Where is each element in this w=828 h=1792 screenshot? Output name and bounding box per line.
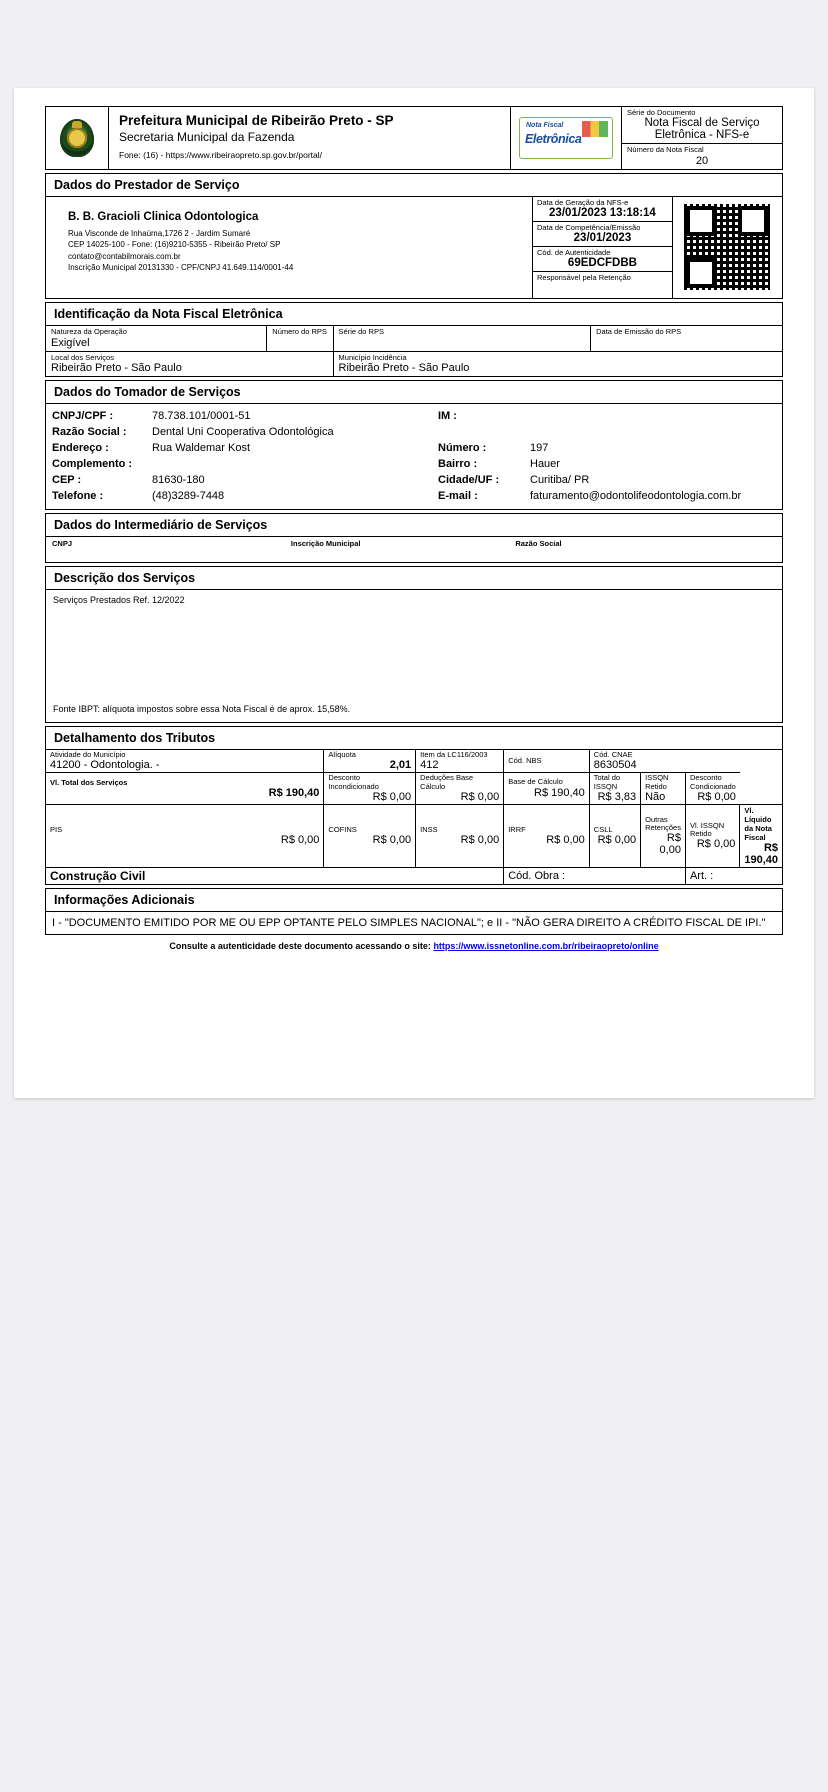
invoice-number-label: Número da Nota Fiscal (627, 145, 704, 155)
taker-complement-label: Complemento : (52, 457, 133, 470)
intermediary-title: Dados do Intermediário de Serviços (46, 514, 782, 537)
rps-number-cell (267, 326, 333, 351)
csll-label: CSLL (593, 824, 613, 834)
department-name: Secretaria Municipal da Fazenda (119, 129, 295, 144)
authenticity-code-label: Cód. de Autenticidade (537, 248, 611, 257)
cofins-cell (324, 804, 416, 867)
service-taker-details (46, 404, 782, 509)
activity-value: 41200 - Odontologia. - (50, 759, 160, 772)
taker-number-label: Número : (438, 441, 487, 454)
taker-address-label: Endereço : (52, 441, 109, 454)
nfse-logo-line2: Eletrônica (525, 131, 582, 146)
nfse-logo-swatch (582, 121, 608, 137)
lc-item-value: 412 (420, 759, 439, 772)
intermediary-registration-label: Inscrição Municipal (290, 538, 361, 548)
service-location-value: Ribeirão Preto - São Paulo (51, 361, 182, 374)
service-taker-title: Dados do Tomador de Serviços (46, 381, 782, 404)
civil-construction-cell (46, 867, 504, 884)
nbs-code-label: Cód. NBS (508, 756, 542, 765)
competence-date-value: 23/01/2023 (573, 232, 632, 244)
provider-issue-info (532, 197, 672, 299)
intermediary-section (45, 513, 783, 563)
conditional-discount-cell (685, 773, 739, 805)
operation-nature-label: Natureza da Operação (51, 327, 127, 337)
authenticity-footer-link[interactable]: https://www.issnetonline.com.br/ribeiraopreto/online (433, 941, 659, 952)
intermediary-cnpj-cell (52, 540, 291, 548)
rps-number-label: Número do RPS (272, 327, 327, 337)
lc-item-label: Item da LC116/2003 (420, 750, 488, 759)
cofins-value: R$ 0,00 (372, 833, 412, 846)
service-location-cell (46, 351, 333, 376)
pis-cell (46, 804, 324, 867)
unconditional-discount-cell (324, 773, 416, 805)
irrf-cell (504, 804, 590, 867)
document-sheet (14, 88, 814, 1098)
authenticity-code-cell (533, 246, 672, 271)
rps-series-label: Série do RPS (338, 327, 384, 337)
withholding-responsible-cell (533, 271, 672, 298)
ibpt-note: Fonte IBPT: alíquota impostos sobre essa Nota Fiscal é de aprox. 15,58%. (53, 704, 351, 714)
document-header (45, 106, 783, 170)
total-services-value: R$ 190,40 (268, 787, 320, 799)
provider-cep-phone: CEP 14025-100 - Fone: (16)9210-5355 - Ribeirão Preto/ SP (68, 240, 281, 250)
taker-phone-label: Telefone : (52, 489, 104, 502)
net-value-label: Vl. Líquido da Nota Fiscal (744, 805, 772, 842)
cofins-label: COFINS (328, 824, 357, 834)
taker-email-value: faturamento@odontolifeodontologia.com.br (530, 489, 742, 502)
operation-nature-cell (46, 326, 267, 351)
issuer-identification (109, 107, 510, 169)
taker-cnpj-value: 78.738.101/0001-51 (152, 409, 251, 422)
intermediary-company-cell (515, 540, 776, 548)
art-label: Art. : (689, 869, 714, 882)
nbs-code-cell (504, 750, 590, 773)
taker-company-value: Dental Uni Cooperativa Odontológica (152, 425, 334, 438)
intermediary-registration-cell (291, 540, 515, 548)
nfse-brand-logo (510, 107, 622, 169)
conditional-discount-label: Desconto Condicionado (689, 773, 736, 791)
provider-name: B. B. Gracioli Clinica Odontologica (68, 210, 259, 223)
taker-cep-value: 81630-180 (152, 473, 205, 486)
issqn-withheld-cell (641, 773, 686, 805)
inss-label: INSS (420, 824, 438, 834)
series-label: Série do Documento (627, 108, 696, 117)
activity-label: Atividade do Município (50, 750, 126, 759)
issqn-withheld-label: ISSQN Retido (645, 773, 669, 791)
issqn-withheld-amount-value: R$ 0,00 (696, 838, 736, 850)
authenticity-code-value: 69EDCFDBB (567, 257, 637, 270)
tax-details-title: Detalhamento dos Tributos (46, 727, 782, 750)
taker-im-label: IM : (438, 409, 457, 422)
tax-details-section (45, 726, 783, 885)
invoice-number-cell (622, 143, 782, 168)
operation-nature-value: Exigível (51, 336, 90, 349)
rps-issue-date-label: Data de Emissão do RPS (596, 327, 682, 337)
unconditional-discount-label: Desconto Incondicionado (328, 773, 379, 791)
qr-code-icon (684, 204, 770, 290)
cnae-code-value: 8630504 (593, 759, 637, 772)
service-taker-section (45, 380, 783, 510)
taker-cnpj-label: CNPJ/CPF : (52, 409, 114, 422)
irrf-label: IRRF (508, 824, 526, 834)
cnae-code-cell (589, 750, 640, 773)
art-cell (685, 867, 782, 884)
issqn-withheld-value: Não (645, 790, 666, 803)
unconditional-discount-value: R$ 0,00 (372, 790, 412, 803)
nfse-logo-line1: Nota Fiscal (526, 121, 564, 129)
invoice-identification-grid (46, 326, 782, 376)
intermediary-company-label: Razão Social (515, 538, 562, 548)
calculation-base-label: Base de Cálculo (508, 777, 563, 787)
additional-info-section (45, 888, 783, 935)
lc-item-cell (416, 750, 504, 773)
series-value-line2: Eletrônica - NFS-e (654, 129, 750, 142)
provider-email: contato@contabilmorais.com.br (68, 251, 181, 261)
net-value-amount: R$ 190,40 (744, 841, 779, 866)
service-provider-section (45, 173, 783, 300)
inss-value: R$ 0,00 (460, 833, 500, 846)
aliquot-cell (324, 750, 416, 773)
city-hall-contact: Fone: (16) - https://www.ribeiraopreto.sp.gov.br/portal/ (119, 150, 322, 161)
authenticity-footer-text: Consulte a autenticidade deste documento acessando o site: (169, 941, 431, 952)
competence-date-cell (533, 221, 672, 246)
rps-series-cell (333, 326, 591, 351)
generation-date-cell (533, 197, 672, 221)
total-services-cell (46, 773, 324, 805)
pis-label: PIS (50, 824, 63, 834)
intermediary-cnpj-label: CNPJ (52, 538, 73, 548)
taker-email-label: E-mail : (438, 489, 478, 502)
incidence-city-cell (333, 351, 782, 376)
base-deductions-value: R$ 0,00 (460, 790, 500, 803)
city-hall-name: Prefeitura Municipal de Ribeirão Preto - SP (119, 113, 394, 128)
work-code-cell (504, 867, 686, 884)
service-description-title: Descrição dos Serviços (46, 567, 782, 590)
qr-code-container (672, 197, 782, 299)
taker-im-value (520, 408, 776, 424)
taker-company-label: Razão Social : (52, 425, 127, 438)
additional-info-title: Informações Adicionais (46, 889, 782, 912)
invoice-identification-section (45, 302, 783, 377)
csll-cell (589, 804, 640, 867)
issqn-withheld-value-cell (685, 804, 739, 867)
additional-info-body: I - "DOCUMENTO EMITIDO POR ME OU EPP OPTANTE PELO SIMPLES NACIONAL"; e II - "NÃO GERA DIREITO A CRÉDITO FISCAL DE IPI." (52, 916, 766, 929)
other-withholdings-label: Outras Retenções (645, 814, 681, 832)
other-withholdings-cell (641, 804, 686, 867)
rps-issue-date-cell (591, 326, 782, 351)
service-location-label: Local dos Serviços (51, 352, 114, 362)
provider-registration: Inscrição Municipal 20131330 - CPF/CNPJ 41.649.114/0001-44 (68, 263, 294, 273)
taker-address-value: Rua Waldemar Kost (152, 441, 251, 454)
service-description-body (46, 590, 782, 722)
incidence-city-value: Ribeirão Preto - São Paulo (338, 361, 470, 374)
cnae-code-label: Cód. CNAE (593, 750, 633, 759)
irrf-value: R$ 0,00 (546, 833, 585, 846)
generation-date-label: Data de Geração da NFS-e (537, 197, 629, 207)
activity-cell (46, 750, 324, 773)
total-issqn-label: Total do ISSQN (593, 773, 621, 791)
service-provider-title: Dados do Prestador de Serviço (46, 174, 782, 197)
net-value-cell (740, 804, 782, 867)
provider-address: Rua Visconde de Inhaúma,1726 2 - Jardim Sumaré (68, 228, 251, 238)
issqn-withheld-amount-label: Vl. ISSQN Retido (689, 820, 725, 838)
taker-district-value: Hauer (530, 457, 560, 470)
invoice-identification-title: Identificação da Nota Fiscal Eletrônica (46, 303, 782, 326)
civil-construction-label: Construção Civil (50, 868, 146, 883)
total-services-label: Vl. Total dos Serviços (50, 778, 128, 787)
aliquot-value: 2,01 (389, 759, 412, 772)
inss-cell (416, 804, 504, 867)
nfse-document (45, 106, 783, 951)
taker-cep-label: CEP : (52, 473, 82, 486)
invoice-number-value: 20 (695, 154, 709, 167)
calculation-base-cell (504, 773, 590, 805)
csll-value: R$ 0,00 (597, 833, 637, 846)
total-issqn-cell (589, 773, 640, 805)
taker-city-label: Cidade/UF : (438, 473, 500, 486)
total-issqn-value: R$ 3,83 (597, 790, 637, 803)
series-value-line1: Nota Fiscal de Serviço (644, 117, 760, 130)
city-coat-of-arms-icon (46, 107, 109, 169)
conditional-discount-value: R$ 0,00 (697, 790, 736, 803)
series-cell (622, 107, 782, 143)
taker-complement-value (142, 456, 432, 472)
taker-district-label: Bairro : (438, 457, 478, 470)
work-code-label: Cód. Obra : (508, 869, 566, 882)
taker-city-value: Curitiba/ PR (530, 473, 590, 486)
document-series-block (622, 107, 782, 169)
taker-phone-value: (48)3289-7448 (152, 489, 225, 502)
service-provider-details (46, 197, 532, 299)
calculation-base-value: R$ 190,40 (534, 786, 585, 799)
authenticity-footer (45, 941, 783, 951)
service-description-section (45, 566, 783, 723)
other-withholdings-value: R$ 0,00 (659, 832, 681, 856)
generation-date-value: 23/01/2023 13:18:14 (549, 206, 656, 219)
withholding-responsible-label: Responsável pela Retenção (537, 273, 631, 283)
aliquot-label: Alíquota (328, 750, 356, 759)
service-description-text: Serviços Prestados Ref. 12/2022 (53, 595, 185, 605)
base-deductions-cell (416, 773, 504, 805)
incidence-city-label: Município Incidência (338, 352, 407, 362)
taker-number-value: 197 (530, 441, 549, 454)
competence-date-label: Data de Competência/Emissão (537, 222, 641, 232)
pis-value: R$ 0,00 (280, 833, 320, 846)
base-deductions-label: Deduções Base Cálculo (420, 773, 474, 791)
